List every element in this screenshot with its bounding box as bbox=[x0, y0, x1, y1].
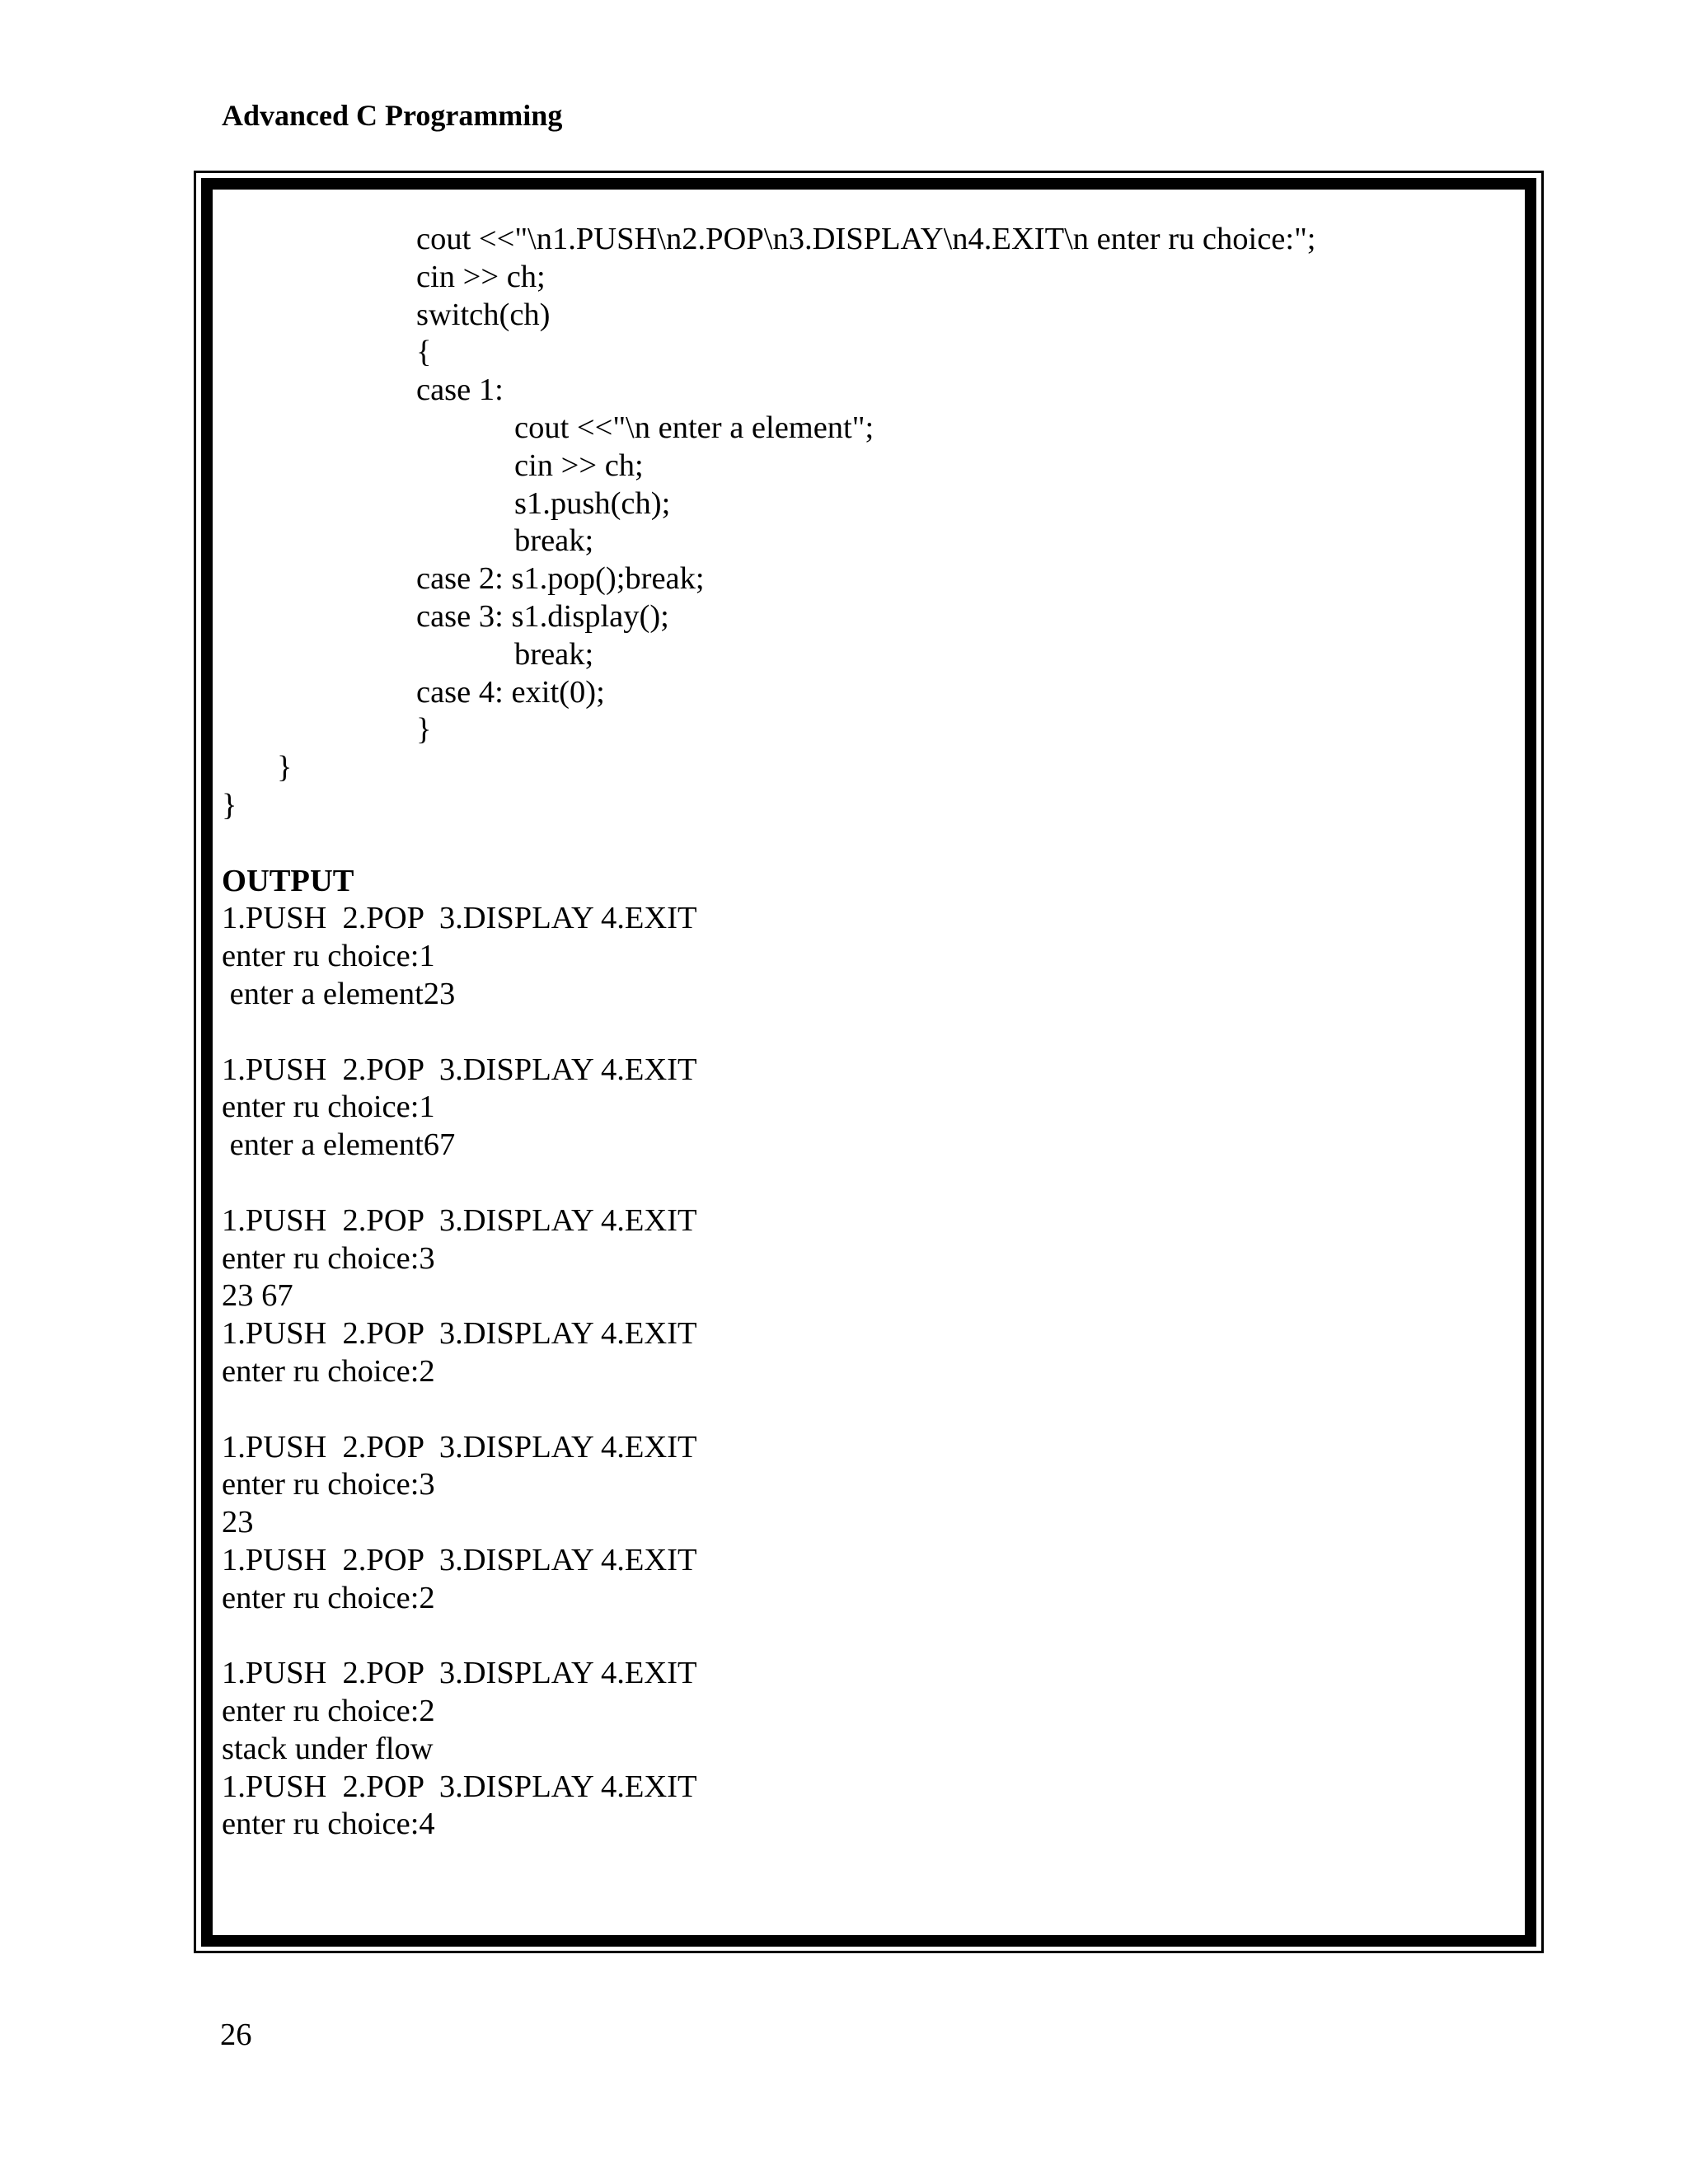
code-line: cout <<"\n enter a element"; bbox=[514, 410, 874, 445]
code-line: break; bbox=[514, 523, 594, 559]
output-line: enter ru choice:2 bbox=[222, 1694, 435, 1729]
output-line: 1.PUSH 2.POP 3.DISPLAY 4.EXIT bbox=[222, 901, 697, 936]
code-line: cin >> ch; bbox=[514, 448, 644, 483]
output-line: 1.PUSH 2.POP 3.DISPLAY 4.EXIT bbox=[222, 1052, 697, 1087]
output-line: 23 67 bbox=[222, 1278, 293, 1314]
code-line: case 2: s1.pop();break; bbox=[416, 561, 705, 597]
output-line: enter a element23 bbox=[222, 976, 456, 1011]
output-line: 1.PUSH 2.POP 3.DISPLAY 4.EXIT bbox=[222, 1656, 697, 1691]
output-line: 1.PUSH 2.POP 3.DISPLAY 4.EXIT bbox=[222, 1769, 697, 1804]
output-line: 1.PUSH 2.POP 3.DISPLAY 4.EXIT bbox=[222, 1316, 697, 1352]
code-line: case 1: bbox=[416, 373, 504, 408]
output-line: 23 bbox=[222, 1505, 254, 1540]
code-line: { bbox=[416, 335, 432, 370]
output-line: enter ru choice:1 bbox=[222, 939, 435, 974]
code-line: switch(ch) bbox=[416, 297, 551, 332]
output-line: enter ru choice:2 bbox=[222, 1580, 435, 1615]
output-heading: OUTPUT bbox=[222, 863, 354, 898]
output-line: 1.PUSH 2.POP 3.DISPLAY 4.EXIT bbox=[222, 1202, 697, 1238]
code-line: case 3: s1.display(); bbox=[416, 598, 669, 634]
output-line: stack under flow bbox=[222, 1731, 434, 1766]
output-line: enter ru choice:3 bbox=[222, 1467, 435, 1502]
code-line: case 4: exit(0); bbox=[416, 674, 605, 710]
output-line: 1.PUSH 2.POP 3.DISPLAY 4.EXIT bbox=[222, 1542, 697, 1577]
code-line: cout <<"\n1.PUSH\n2.POP\n3.DISPLAY\n4.EXIT\n enter ru choice:"; bbox=[416, 222, 1316, 256]
output-line: enter ru choice:4 bbox=[222, 1807, 435, 1842]
page-number: 26 bbox=[220, 2018, 252, 2052]
output-line: 1.PUSH 2.POP 3.DISPLAY 4.EXIT bbox=[222, 1429, 697, 1465]
code-line: cin >> ch; bbox=[416, 259, 546, 294]
output-line: enter ru choice:1 bbox=[222, 1090, 435, 1125]
code-line: s1.push(ch); bbox=[514, 485, 671, 521]
running-header: Advanced C Programming bbox=[222, 99, 563, 132]
output-line: enter ru choice:3 bbox=[222, 1240, 435, 1276]
code-line: } bbox=[222, 787, 237, 823]
output-line: enter a element67 bbox=[222, 1127, 456, 1163]
code-line: } bbox=[416, 712, 432, 748]
code-listing bbox=[0, 221, 1688, 1844]
code-line: } bbox=[277, 750, 293, 785]
output-line: enter ru choice:2 bbox=[222, 1353, 435, 1389]
code-line: break; bbox=[514, 636, 594, 672]
